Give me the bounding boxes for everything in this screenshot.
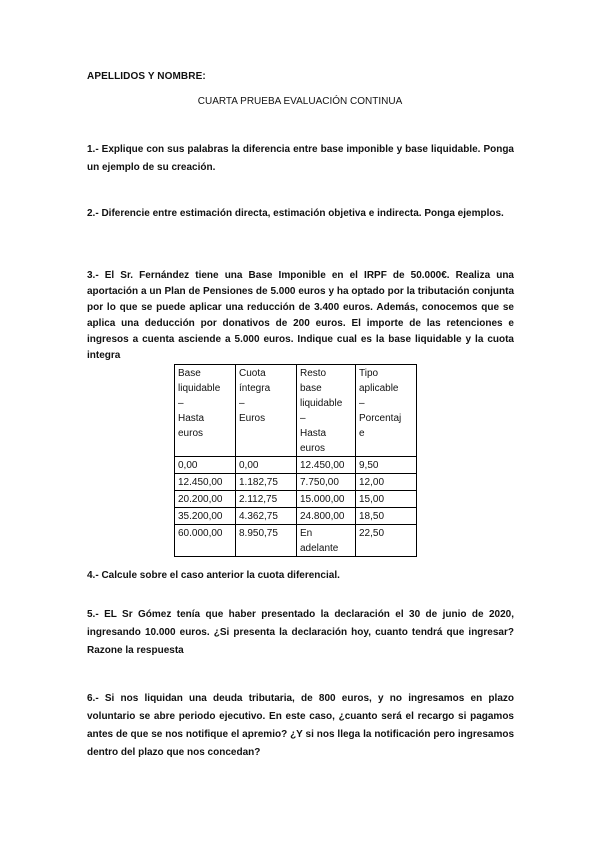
table-cell: 24.800,00 (297, 508, 356, 525)
table-cell: 12.450,00 (175, 474, 236, 491)
name-field-label: APELLIDOS Y NOMBRE: (87, 71, 206, 82)
table-cell: 8.950,75 (236, 525, 297, 557)
table-row (175, 508, 417, 525)
table-row (175, 491, 417, 508)
question-1: 1.- Explique con sus palabras la diferencia entre base imponible y base liquidable. Ponga un ejemplo de su creación. (87, 144, 514, 173)
table-cell: 12.450,00 (297, 457, 356, 474)
table-cell: 22,50 (356, 525, 417, 557)
table-cell: 9,50 (356, 457, 417, 474)
table-row (175, 457, 417, 474)
table-row (175, 474, 417, 491)
document-title: CUARTA PRUEBA EVALUACIÓN CONTINUA (197, 96, 403, 107)
table-cell: 4.362,75 (236, 508, 297, 525)
question-3: 3.- El Sr. Fernández tiene una Base Imponible en el IRPF de 50.000€. Realiza una aportación a un Plan de Pensiones de 5.000 euros y ha optado por la tributación conjunta por lo que se puede aplicar una reducción de 3.400 euros. Además, conocemos que se aplica una deducción por donativos de 200 euros. El importe de las retenciones e ingresos a cuenta asciende a 5.000 euros. Indique cual es la base liquidable y la cuota integra (87, 270, 514, 361)
table-cell: 1.182,75 (236, 474, 297, 491)
table-header-cell: Base liquidable – Hasta euros (175, 365, 236, 457)
table-header-row (175, 365, 417, 457)
table-header-cell: Tipo aplicable – Porcentaj e (356, 365, 417, 457)
table-cell: 35.200,00 (175, 508, 236, 525)
table-cell: 60.000,00 (175, 525, 236, 557)
table-cell: En adelante (297, 525, 356, 557)
table-header-cell: Cuota íntegra – Euros (236, 365, 297, 457)
table-cell: 18,50 (356, 508, 417, 525)
table-cell: 20.200,00 (175, 491, 236, 508)
table-cell: 15,00 (356, 491, 417, 508)
table-cell: 7.750,00 (297, 474, 356, 491)
table-header-cell: Resto base liquidable – Hasta euros (297, 365, 356, 457)
question-4: 4.- Calcule sobre el caso anterior la cuota diferencial. (87, 570, 340, 581)
table-cell: 15.000,00 (297, 491, 356, 508)
table-row (175, 525, 417, 557)
table-cell: 0,00 (175, 457, 236, 474)
table-cell: 2.112,75 (236, 491, 297, 508)
question-6: 6.- Si nos liquidan una deuda tributaria, de 800 euros, y no ingresamos en plazo voluntario se abre periodo ejecutivo. En este caso, ¿cuanto será el recargo si pagamos antes de que se nos notifique el apremio? ¿Y si nos llega la notificación pero ingresamos dentro del plazo que nos concedan? (87, 693, 514, 758)
question-2: 2.- Diferencie entre estimación directa, estimación objetiva e indirecta. Ponga ejemplos. (87, 208, 504, 219)
table-cell: 0,00 (236, 457, 297, 474)
table-cell: 12,00 (356, 474, 417, 491)
question-5: 5.- EL Sr Gómez tenía que haber presentado la declaración el 30 de junio de 2020, ingresando 10.000 euros. ¿Si presenta la declaración hoy, cuanto tendrá que ingresar? Razone la respuesta (87, 609, 514, 656)
tax-rate-table (174, 364, 417, 557)
